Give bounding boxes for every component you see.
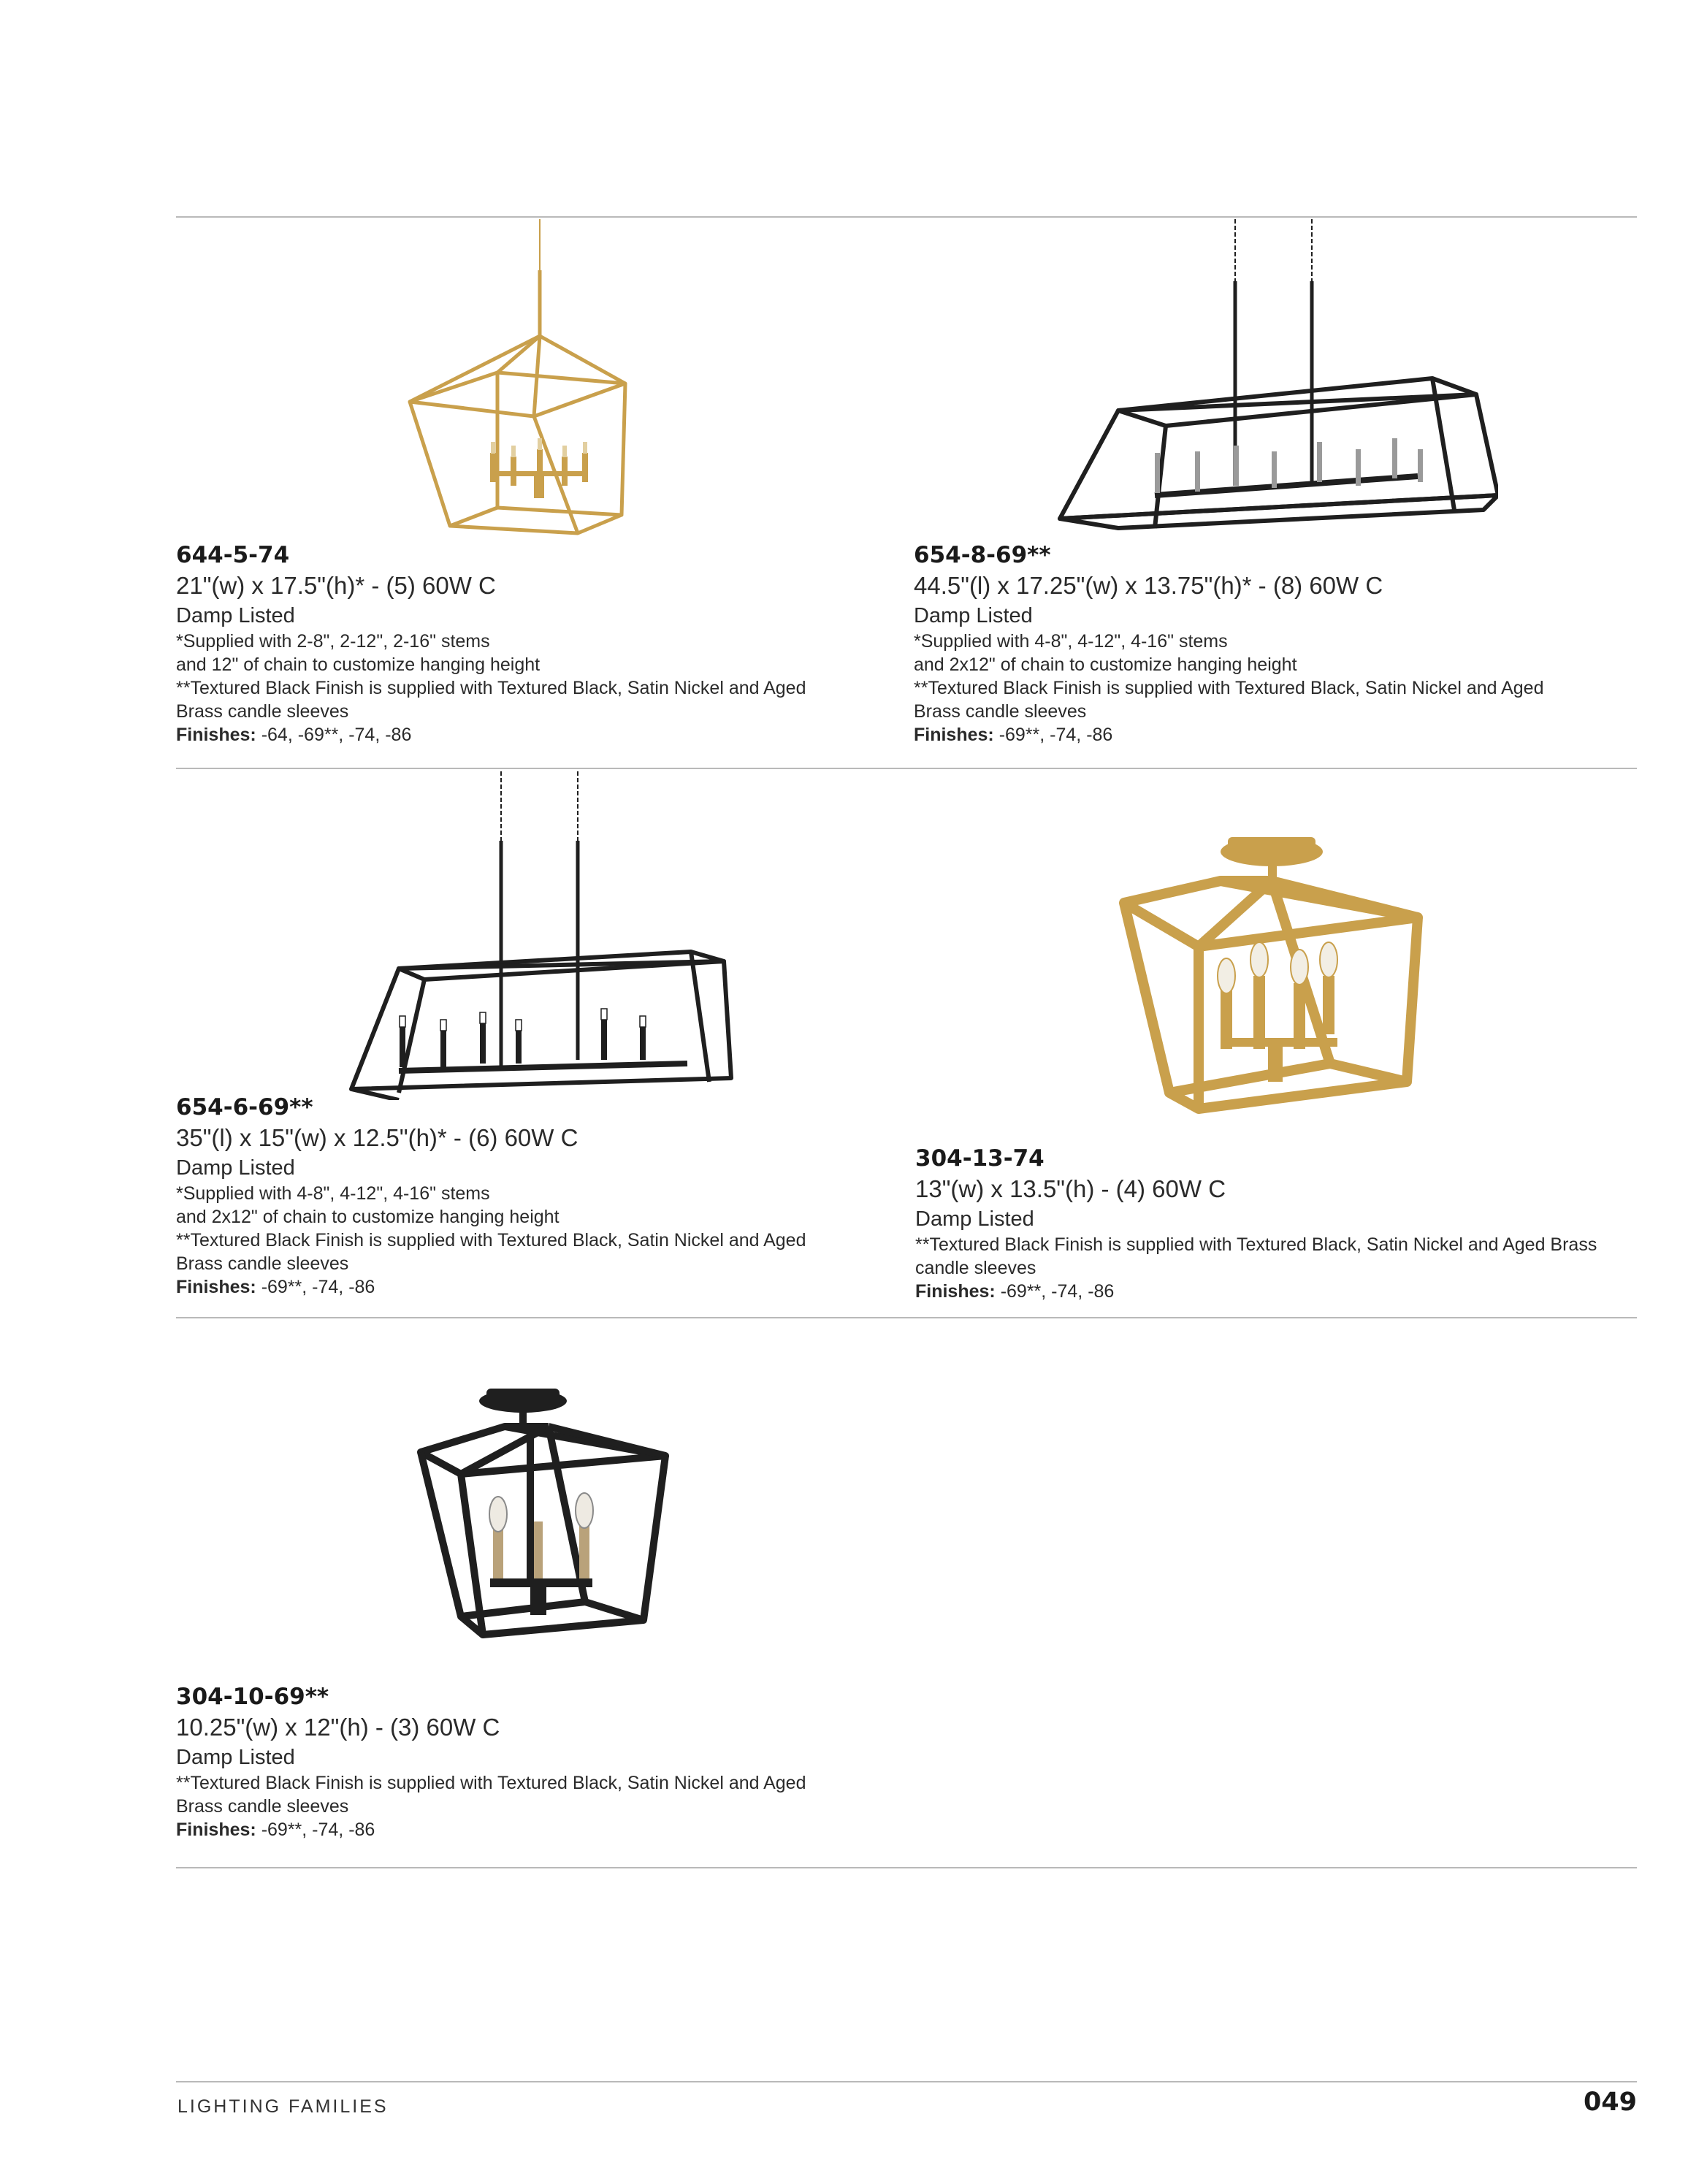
product-note: candle sleeves bbox=[915, 1258, 1036, 1278]
product-dimensions: 10.25"(w) x 12"(h) - (3) 60W C bbox=[176, 1714, 500, 1741]
finishes-label: Finishes: bbox=[176, 1820, 256, 1840]
product-654-6-69 bbox=[176, 771, 899, 1305]
product-finishes bbox=[915, 1280, 1653, 1304]
product-304-10-69 bbox=[176, 1321, 899, 1854]
product-note: *Supplied with 4-8", 4-12", 4-16" stems bbox=[914, 631, 1228, 652]
product-note: **Textured Black Finish is supplied with Textured Black, Satin Nickel and Aged bbox=[914, 678, 1544, 698]
divider bbox=[176, 768, 1637, 769]
product-note: and 2x12" of chain to customize hanging height bbox=[176, 1207, 560, 1227]
product-note: **Textured Black Finish is supplied with Textured Black, Satin Nickel and Aged bbox=[176, 678, 806, 698]
divider bbox=[176, 2081, 1637, 2082]
finishes-value: -64, -69**, -74, -86 bbox=[256, 725, 412, 745]
gold-semi-flush-lantern-image bbox=[1118, 830, 1425, 1137]
product-note: *Supplied with 4-8", 4-12", 4-16" stems bbox=[176, 1183, 490, 1204]
black-linear-chandelier-image bbox=[1045, 219, 1498, 541]
product-644-5-74 bbox=[176, 219, 899, 752]
product-note: **Textured Black Finish is supplied with Textured Black, Satin Nickel and Aged Brass bbox=[915, 1234, 1597, 1255]
finishes-value: -69**, -74, -86 bbox=[256, 1820, 375, 1840]
finishes-value: -69**, -74, -86 bbox=[995, 1281, 1115, 1302]
product-note: **Textured Black Finish is supplied with Textured Black, Satin Nickel and Aged bbox=[176, 1230, 806, 1251]
product-dimensions: 21"(w) x 17.5"(h)* - (5) 60W C bbox=[176, 572, 496, 599]
footer-section-title: LIGHTING FAMILIES bbox=[177, 2096, 389, 2117]
damp-listed-label: Damp Listed bbox=[176, 1156, 295, 1180]
product-note: Brass candle sleeves bbox=[176, 1253, 349, 1274]
finishes-value: -69**, -74, -86 bbox=[993, 725, 1113, 745]
black-linear-chandelier-image bbox=[344, 771, 738, 1100]
product-note: and 12" of chain to customize hanging height bbox=[176, 654, 541, 675]
finishes-label: Finishes: bbox=[915, 1281, 996, 1302]
finishes-value: -69**, -74, -86 bbox=[256, 1277, 375, 1297]
product-sku: 654-6-69** bbox=[176, 1094, 313, 1120]
product-finishes bbox=[914, 723, 1651, 747]
damp-listed-label: Damp Listed bbox=[915, 1207, 1034, 1231]
finishes-label: Finishes: bbox=[914, 725, 994, 745]
damp-listed-label: Damp Listed bbox=[176, 1746, 295, 1769]
product-dimensions: 35"(l) x 15"(w) x 12.5"(h)* - (6) 60W C bbox=[176, 1124, 578, 1151]
product-dimensions: 44.5"(l) x 17.25"(w) x 13.75"(h)* - (8) 60W C bbox=[914, 572, 1383, 599]
divider bbox=[176, 216, 1637, 218]
product-note: Brass candle sleeves bbox=[176, 701, 349, 722]
finishes-label: Finishes: bbox=[176, 1277, 256, 1297]
product-note: Brass candle sleeves bbox=[914, 701, 1087, 722]
product-sku: 304-13-74 bbox=[915, 1145, 1045, 1172]
product-654-8-69 bbox=[914, 219, 1637, 752]
product-finishes bbox=[176, 1818, 914, 1842]
damp-listed-label: Damp Listed bbox=[914, 604, 1033, 627]
product-note: and 2x12" of chain to customize hanging height bbox=[914, 654, 1297, 675]
product-note: *Supplied with 2-8", 2-12", 2-16" stems bbox=[176, 631, 490, 652]
gold-pendant-lantern-image bbox=[395, 219, 658, 541]
product-sku: 644-5-74 bbox=[176, 542, 290, 568]
product-sku: 304-10-69** bbox=[176, 1684, 329, 1710]
finishes-label: Finishes: bbox=[176, 725, 256, 745]
product-note: **Textured Black Finish is supplied with Textured Black, Satin Nickel and Aged bbox=[176, 1773, 806, 1793]
divider bbox=[176, 1867, 1637, 1868]
divider bbox=[176, 1317, 1637, 1318]
product-304-13-74 bbox=[914, 771, 1637, 1305]
page-number: 049 bbox=[1583, 2088, 1637, 2117]
product-finishes bbox=[176, 723, 914, 747]
product-note: Brass candle sleeves bbox=[176, 1796, 349, 1817]
product-dimensions: 13"(w) x 13.5"(h) - (4) 60W C bbox=[915, 1175, 1226, 1202]
product-finishes bbox=[176, 1275, 914, 1299]
product-sku: 654-8-69** bbox=[914, 542, 1051, 568]
black-semi-flush-lantern-image bbox=[417, 1383, 680, 1653]
damp-listed-label: Damp Listed bbox=[176, 604, 295, 627]
